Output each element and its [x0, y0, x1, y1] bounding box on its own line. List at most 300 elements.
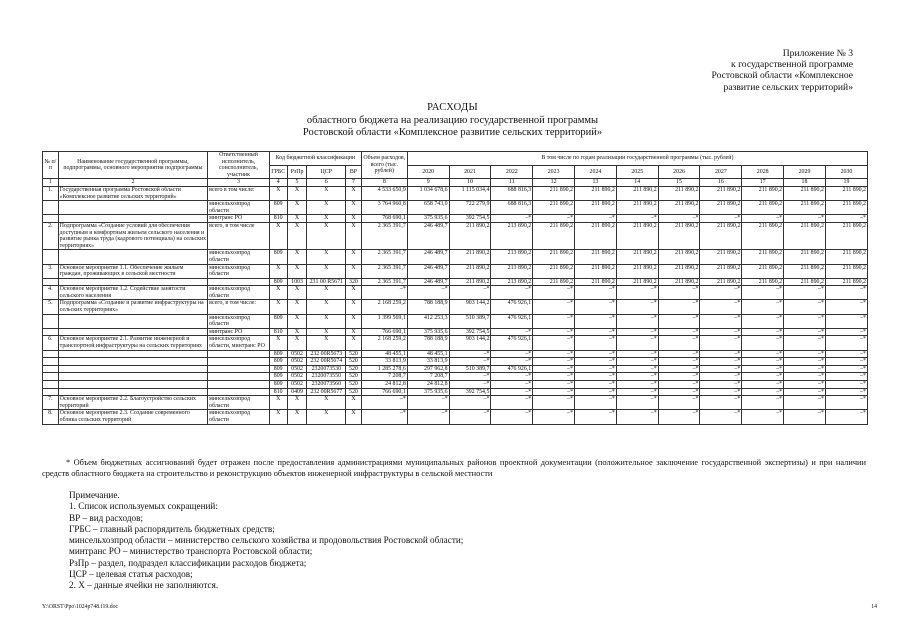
table-cell: 48 455,1 — [361, 350, 407, 358]
table-cell: 211 890,2 — [700, 222, 742, 249]
table-cell: Х — [346, 410, 362, 424]
table-cell: 211 890,2 — [784, 222, 826, 249]
table-cell: 810 — [269, 328, 287, 336]
table-row — [43, 215, 868, 223]
table-cell: 809 — [269, 278, 287, 286]
table-cell: –* — [825, 388, 867, 396]
table-cell: 688 816,3 — [491, 186, 533, 200]
table-cell: –* — [742, 215, 784, 223]
header-year: 2024 — [575, 165, 617, 179]
table-cell: –* — [658, 328, 700, 336]
table-cell: Х — [307, 201, 346, 215]
page-number: 14 — [871, 604, 877, 610]
table-cell: –* — [575, 350, 617, 358]
table-row — [43, 186, 868, 200]
table-cell: 8. — [43, 410, 59, 424]
table-cell: Х — [287, 300, 307, 314]
table-cell: Х — [269, 222, 287, 249]
table-cell: –* — [533, 286, 575, 300]
table-cell: 375 935,6 — [407, 328, 449, 336]
header-vr: ВР — [346, 165, 362, 179]
table-cell — [208, 381, 270, 389]
table-cell: 392 754,5 — [449, 215, 491, 223]
table-cell: 211 890,2 — [700, 201, 742, 215]
table-cell: –* — [361, 410, 407, 424]
table-cell: 2 365 391,7 — [361, 222, 407, 249]
table-cell: 520 — [346, 373, 362, 381]
column-number: 8 — [361, 179, 407, 187]
table-cell: –* — [616, 328, 658, 336]
table-cell: Х — [346, 186, 362, 200]
table-cell: 246 489,7 — [407, 278, 449, 286]
table-cell: 211 890,2 — [449, 222, 491, 249]
page-subtitle: Ростовской области «Комплексное развитие сельских территорий» — [302, 127, 603, 138]
table-cell: 213 890,2 — [491, 250, 533, 264]
table-cell: 211 890,2 — [742, 201, 784, 215]
table-cell: Х — [346, 300, 362, 314]
notes-item: ГРБС – главный распорядитель бюджетных средств; — [69, 523, 275, 534]
table-cell: –* — [658, 286, 700, 300]
table-cell: 211 890,2 — [575, 201, 617, 215]
table-cell: 211 890,2 — [533, 222, 575, 249]
table-cell: –* — [616, 358, 658, 366]
header-year: 2025 — [616, 165, 658, 179]
table-cell: –* — [658, 350, 700, 358]
table-cell: 0502 — [287, 358, 307, 366]
table-cell: –* — [361, 286, 407, 300]
table-cell: 211 890,2 — [449, 250, 491, 264]
table-cell: 211 890,2 — [616, 186, 658, 200]
header-csr: ЦСР — [307, 165, 346, 179]
table-cell: Х — [287, 336, 307, 350]
table-cell: Х — [269, 396, 287, 410]
header-year: 2022 — [491, 165, 533, 179]
table-cell — [58, 278, 207, 286]
table-cell: Х — [287, 250, 307, 264]
table-cell: –* — [825, 410, 867, 424]
table-cell — [58, 358, 207, 366]
table-cell: Х — [307, 410, 346, 424]
table-cell: –* — [784, 388, 826, 396]
table-cell: 246 489,7 — [407, 250, 449, 264]
table-cell: 810 — [269, 215, 287, 223]
table-row — [43, 410, 868, 424]
table-cell: –* — [742, 373, 784, 381]
table-cell: –* — [784, 300, 826, 314]
table-cell: 2 365 391,7 — [361, 264, 407, 278]
table-cell — [58, 328, 207, 336]
table-cell: –* — [825, 358, 867, 366]
table-cell: –* — [700, 410, 742, 424]
table-cell: Х — [307, 300, 346, 314]
table-cell: –* — [700, 396, 742, 410]
table-cell: 246 489,7 — [407, 222, 449, 249]
notes-title: Примечание. — [69, 490, 120, 500]
table-cell: 211 890,2 — [825, 201, 867, 215]
table-cell: Х — [307, 250, 346, 264]
table-cell: 211 890,2 — [825, 264, 867, 278]
table-cell: –* — [825, 286, 867, 300]
table-cell: 1 399 569,1 — [361, 314, 407, 328]
table-cell: –* — [784, 410, 826, 424]
table-cell: –* — [533, 314, 575, 328]
expenses-table — [42, 151, 868, 425]
table-cell: 510 389,7 — [449, 314, 491, 328]
notes-item: 1. Список используемых сокращений: — [69, 501, 218, 512]
header-year: 2028 — [742, 165, 784, 179]
column-number: 13 — [575, 179, 617, 187]
footnote: * Объем бюджетных ассигнований будет отражен после предоставления администрациями муниципальных районов проектной документации (положительное заключение государственной экспертизы) и при наличии средств областного бюджета на строительство и реконструкцию объектов инженерной инфраструктуры в сельской местности — [42, 458, 866, 478]
table-cell: Х — [287, 222, 307, 249]
table-cell: –* — [491, 328, 533, 336]
table-cell: Х — [269, 186, 287, 200]
table-cell: –* — [575, 381, 617, 389]
header-no: № п/п — [43, 152, 59, 179]
table-cell: 722 279,9 — [449, 201, 491, 215]
table-cell: 232 00R5673 — [307, 350, 346, 358]
column-number: 10 — [449, 179, 491, 187]
table-cell: –* — [825, 336, 867, 350]
table-cell: –* — [700, 358, 742, 366]
table-cell — [58, 373, 207, 381]
table-cell: –* — [825, 328, 867, 336]
table-cell: 0502 — [287, 373, 307, 381]
table-cell: 33 813,9 — [407, 358, 449, 366]
column-number: 3 — [208, 179, 270, 187]
table-cell: Подпрограмма «Создание условий для обеспечения доступным и комфортным жильем сельского населения и развитие рынка труда (кадрового потенциала) на сельских территориях» — [59, 222, 207, 249]
table-cell: 211 890,2 — [575, 264, 617, 278]
table-cell: –* — [491, 373, 533, 381]
table-cell: Х — [287, 186, 307, 200]
table-cell: Х — [346, 286, 362, 300]
table-row — [43, 336, 868, 350]
table-cell: 231 00 R5671 — [307, 278, 346, 286]
table-cell: –* — [575, 300, 617, 314]
column-numbers-row — [43, 179, 868, 187]
table-cell: 809 — [269, 350, 287, 358]
table-cell: 0502 — [287, 365, 307, 373]
table-cell: Х — [287, 396, 307, 410]
header-year: 2023 — [533, 165, 575, 179]
notes-item: ВР – вид расходов; — [69, 512, 144, 523]
table-cell: –* — [491, 350, 533, 358]
table-cell: 211 890,2 — [658, 186, 700, 200]
table-cell: 211 890,2 — [575, 278, 617, 286]
table-cell: 392 754,5 — [449, 328, 491, 336]
appendix-line: развитие сельских территорий» — [723, 81, 853, 93]
table-cell: 6. — [43, 336, 59, 350]
table-row — [43, 350, 868, 358]
table-cell: 476 926,1 — [491, 300, 533, 314]
table-cell: –* — [658, 396, 700, 410]
table-cell: –* — [407, 286, 449, 300]
table-cell: –* — [491, 358, 533, 366]
table-cell: –* — [449, 286, 491, 300]
table-cell: –* — [616, 381, 658, 389]
table-cell: –* — [575, 286, 617, 300]
table-cell: минсельхозпрод области — [208, 286, 270, 300]
table-cell: –* — [784, 381, 826, 389]
table-cell: –* — [742, 314, 784, 328]
table-cell: всего в том числе: — [208, 186, 270, 200]
table-cell: –* — [784, 373, 826, 381]
table-cell: 0409 — [287, 388, 307, 396]
table-cell: 211 890,2 — [784, 186, 826, 200]
table-cell: 211 890,2 — [658, 278, 700, 286]
table-row — [43, 278, 868, 286]
table-cell: Х — [346, 264, 362, 278]
table-cell: 2 168 259,2 — [361, 336, 407, 350]
table-cell: Х — [307, 336, 346, 350]
table-cell: –* — [700, 388, 742, 396]
table-cell: минсельхозпрод области — [208, 201, 270, 215]
table-cell: –* — [616, 336, 658, 350]
table-cell — [58, 388, 207, 396]
table-cell: 211 890,2 — [784, 264, 826, 278]
table-cell: –* — [742, 336, 784, 350]
table-cell: 211 890,2 — [825, 222, 867, 249]
table-cell: 520 — [346, 358, 362, 366]
table-cell — [43, 373, 59, 381]
table-cell: 48 455,1 — [407, 350, 449, 358]
table-row — [43, 201, 868, 215]
table-cell: 766 690,1 — [361, 388, 407, 396]
table-cell: 788 188,9 — [407, 336, 449, 350]
table-cell: 766 690,1 — [361, 328, 407, 336]
table-cell: Х — [307, 264, 346, 278]
table-cell — [208, 358, 270, 366]
table-cell: 2 365 391,7 — [361, 250, 407, 264]
table-cell: Основное мероприятие 2.2. Благоустройство сельских территорий — [58, 396, 207, 410]
table-cell: 211 890,2 — [700, 278, 742, 286]
header-year: 2029 — [784, 165, 826, 179]
table-cell: 1. — [43, 186, 59, 200]
table-cell: 24 812,8 — [407, 381, 449, 389]
table-cell: 211 890,2 — [784, 201, 826, 215]
table-cell: –* — [575, 373, 617, 381]
table-cell: Х — [346, 201, 362, 215]
table-cell: –* — [533, 381, 575, 389]
table-cell: –* — [658, 410, 700, 424]
table-cell — [58, 365, 207, 373]
table-cell: –* — [784, 215, 826, 223]
table-cell — [58, 314, 207, 328]
table-cell: 232 00R5674 — [307, 358, 346, 366]
table-cell: 809 — [269, 381, 287, 389]
table-cell: 476 926,1 — [491, 314, 533, 328]
table-cell: 520 — [346, 365, 362, 373]
table-cell: Х — [346, 222, 362, 249]
table-cell: –* — [491, 381, 533, 389]
table-cell: –* — [575, 328, 617, 336]
table-cell: 211 890,2 — [658, 264, 700, 278]
table-cell: 412 253,3 — [407, 314, 449, 328]
table-cell — [208, 373, 270, 381]
table-cell: 809 — [269, 314, 287, 328]
table-cell — [58, 201, 207, 215]
notes-item: РзПр – раздел, подраздел классификации расходов бюджета; — [69, 557, 307, 568]
table-cell: 211 890,2 — [616, 278, 658, 286]
table-cell: 520 — [346, 388, 362, 396]
table-cell: –* — [825, 314, 867, 328]
table-cell: –* — [825, 365, 867, 373]
table-cell: 211 890,2 — [742, 186, 784, 200]
table-cell: 211 890,2 — [616, 201, 658, 215]
table-cell: 1 115 034,4 — [449, 186, 491, 200]
table-cell: Х — [307, 328, 346, 336]
column-number: 9 — [407, 179, 449, 187]
table-cell: 211 890,2 — [825, 186, 867, 200]
table-cell — [58, 381, 207, 389]
table-cell: –* — [491, 388, 533, 396]
table-cell: Х — [307, 215, 346, 223]
table-cell: –* — [449, 396, 491, 410]
table-cell: Подпрограмма «Создание и развитие инфраструктуры на сельских территориях» — [58, 300, 207, 314]
header-year: 2026 — [658, 165, 700, 179]
appendix-line: Приложение № 3 — [782, 48, 853, 59]
table-cell: 211 890,2 — [825, 250, 867, 264]
table-cell: минсельхозпрод области — [208, 396, 270, 410]
table-cell: 211 890,2 — [575, 186, 617, 200]
table-cell — [208, 278, 270, 286]
table-cell: 297 962,8 — [407, 365, 449, 373]
table-cell: 24 812,8 — [361, 381, 407, 389]
page-heading — [0, 102, 905, 140]
table-cell: 2 168 259,2 — [361, 300, 407, 314]
table-cell: –* — [658, 300, 700, 314]
table-cell: 213 890,2 — [491, 264, 533, 278]
table-cell — [43, 201, 59, 215]
header-volume: Объем расходов, всего (тыс. рублей) — [361, 152, 407, 179]
table-row — [43, 388, 868, 396]
header-years-group: В том числе по годам реализации государственной программы (тыс. рублей) — [407, 152, 867, 166]
table-cell: –* — [658, 388, 700, 396]
notes-item: минсельхозпрод области – министерство сельского хозяйства и продовольствия Ростовской области; — [69, 535, 464, 546]
table-cell: 375 935,6 — [407, 215, 449, 223]
table-cell: 7. — [43, 396, 59, 410]
table-cell: 0502 — [287, 381, 307, 389]
table-cell — [58, 215, 207, 223]
table-cell: –* — [825, 381, 867, 389]
table-cell: –* — [575, 215, 617, 223]
table-cell: 2320073530 — [307, 365, 346, 373]
table-cell: –* — [700, 336, 742, 350]
table-cell: –* — [533, 328, 575, 336]
header-executor: Ответственный исполнитель, соисполнитель, участник — [208, 152, 270, 179]
table-cell: 211 890,2 — [616, 222, 658, 249]
header-name: Наименование государственной программы, подпрограммы, основного мероприятия подпрограммы — [58, 152, 207, 179]
table-cell: –* — [700, 314, 742, 328]
table-cell: Х — [269, 336, 287, 350]
table-cell: –* — [742, 358, 784, 366]
table-cell: –* — [616, 388, 658, 396]
column-number: 15 — [658, 179, 700, 187]
table-cell: –* — [575, 388, 617, 396]
file-path: Y:\ORST\Ppo\1024p748.f19.doc — [42, 604, 119, 610]
table-cell: –* — [825, 396, 867, 410]
table-cell: –* — [616, 314, 658, 328]
notes-item: 2. Х – данные ячейки не заполняются. — [69, 580, 219, 591]
table-cell: –* — [491, 286, 533, 300]
table-cell: –* — [784, 328, 826, 336]
table-cell: –* — [742, 286, 784, 300]
header-year: 2020 — [407, 165, 449, 179]
table-cell: Х — [346, 336, 362, 350]
table-cell: Х — [346, 396, 362, 410]
table-cell: 768 690,1 — [361, 215, 407, 223]
table-cell: Основное мероприятие 2.3. Создание современного облика сельских территорий — [58, 410, 207, 424]
table-cell: –* — [575, 396, 617, 410]
table-cell: Х — [269, 300, 287, 314]
table-cell: Х — [287, 410, 307, 424]
table-cell: Х — [307, 286, 346, 300]
table-cell: –* — [825, 215, 867, 223]
table-cell: 375 935,6 — [407, 388, 449, 396]
table-cell: –* — [784, 396, 826, 410]
table-cell: –* — [575, 410, 617, 424]
table-cell: 320 — [346, 278, 362, 286]
appendix-block — [613, 48, 853, 93]
table-cell: –* — [784, 314, 826, 328]
table-cell: всего, в том числе — [208, 222, 270, 249]
table-cell: –* — [449, 350, 491, 358]
table-cell: 3 764 960,8 — [361, 201, 407, 215]
table-cell: –* — [575, 336, 617, 350]
table-cell: 211 890,2 — [449, 278, 491, 286]
header-budget-code: Код бюджетной классификации — [269, 152, 361, 166]
column-number: 14 — [616, 179, 658, 187]
table-cell: 4. — [43, 286, 59, 300]
table-cell: 0502 — [287, 350, 307, 358]
table-cell: –* — [742, 381, 784, 389]
table-row — [43, 365, 868, 373]
table-cell: 809 — [269, 373, 287, 381]
table-cell: 211 890,2 — [742, 222, 784, 249]
table-body — [43, 186, 868, 424]
table-cell: 5. — [43, 300, 59, 314]
table-cell: 211 890,2 — [533, 186, 575, 200]
appendix-line: Ростовской области «Комплексное — [711, 70, 853, 82]
table-cell: 211 890,2 — [533, 250, 575, 264]
table-cell: Х — [287, 314, 307, 328]
table-cell — [43, 388, 59, 396]
table-cell: 211 890,2 — [742, 264, 784, 278]
table-cell: Х — [346, 328, 362, 336]
table-cell: –* — [407, 410, 449, 424]
table-cell — [43, 365, 59, 373]
table-cell: –* — [449, 381, 491, 389]
table-cell — [208, 350, 270, 358]
table-cell: 658 743,0 — [407, 201, 449, 215]
table-cell: –* — [533, 350, 575, 358]
table-cell: 3. — [43, 264, 59, 278]
table-cell: –* — [825, 300, 867, 314]
table-cell: –* — [616, 410, 658, 424]
table-cell: –* — [658, 358, 700, 366]
table-cell: 4 533 650,9 — [361, 186, 407, 200]
table-cell: 211 890,2 — [658, 222, 700, 249]
table-cell: –* — [658, 215, 700, 223]
table-cell: –* — [784, 358, 826, 366]
header-rzpr: РзПр — [287, 165, 307, 179]
table-cell: 211 890,2 — [575, 250, 617, 264]
table-cell: Государственная программа Ростовской области «Комплексное развитие сельских территорий» — [58, 186, 207, 200]
page-title: РАСХОДЫ — [427, 102, 478, 113]
column-number: 6 — [307, 179, 346, 187]
table-cell: –* — [616, 286, 658, 300]
column-number: 5 — [287, 179, 307, 187]
table-cell: 476 926,1 — [491, 365, 533, 373]
